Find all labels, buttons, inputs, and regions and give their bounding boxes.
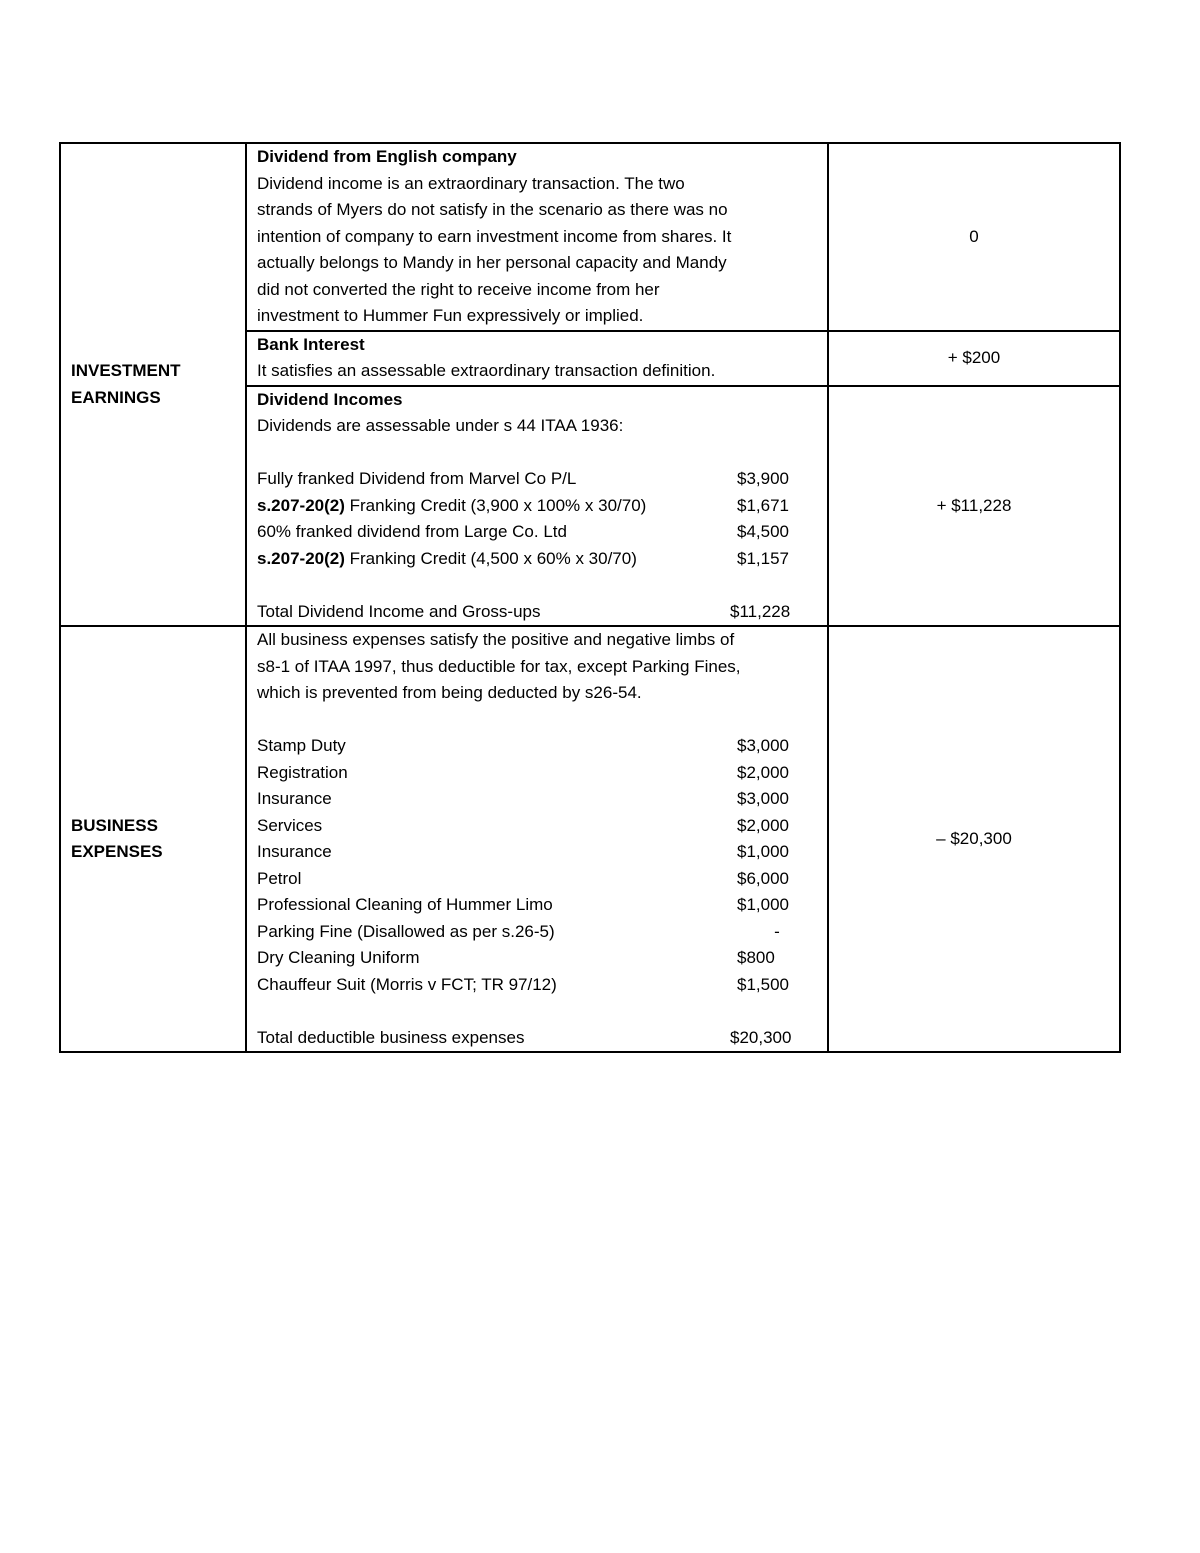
expense-item [257, 760, 817, 787]
dividend-incomes-heading: Dividend Incomes [257, 389, 403, 409]
description-line: Dividend income is an extraordinary transaction. The two [257, 173, 685, 193]
bank-interest-amount: + $200 [828, 331, 1120, 386]
expense-label: Registration [257, 762, 348, 782]
description-line: intention of company to earn investment income from shares. It [257, 226, 732, 246]
description-line: strands of Myers do not satisfy in the scenario as there was no [257, 200, 728, 219]
english-dividend-description [246, 143, 828, 331]
category-line: EXPENSES [71, 842, 163, 861]
expense-value: $3,000 [737, 789, 789, 808]
business-expenses-category [60, 626, 246, 1052]
description-line: which is prevented from being deducted by s26-54. [257, 683, 642, 702]
dividend-item [257, 546, 817, 573]
description-line: actually belongs to Mandy in her personal capacity and Mandy [257, 253, 727, 272]
item-text: Franking Credit (4,500 x 60% x 30/70) [344, 548, 637, 568]
bank-interest-heading: Bank Interest [257, 334, 365, 354]
spacer [257, 998, 817, 1025]
dividend-item-value: $4,500 [737, 522, 789, 541]
description-line: did not converted the right to receive income from her [257, 279, 660, 299]
expense-item [257, 839, 817, 866]
section-reference: s.207-20(2) [257, 495, 345, 515]
dividend-item-label [257, 519, 567, 546]
expense-value: $1,000 [737, 842, 789, 861]
dividend-item [257, 493, 817, 520]
tax-computation-table [59, 142, 1121, 1053]
section-reference: s.207-20(2) [257, 548, 345, 568]
item-text: Fully franked Dividend from Marvel Co P/L [257, 469, 577, 488]
description-line: It satisfies an assessable extraordinary transaction definition. [257, 361, 716, 380]
english-dividend-heading: Dividend from English company [257, 147, 517, 166]
english-dividend-row [60, 143, 1120, 331]
expense-value: - [774, 921, 780, 941]
expense-label: Dry Cleaning Uniform [257, 948, 420, 967]
spacer [257, 707, 817, 734]
expense-label: Parking Fine (Disallowed as per s.26-5) [257, 921, 555, 941]
expense-value: $6,000 [737, 868, 789, 888]
expense-label: Chauffeur Suit (Morris v FCT; TR 97/12) [257, 974, 557, 994]
category-line: BUSINESS [71, 815, 158, 835]
spacer [257, 440, 817, 467]
expense-total-value: $20,300 [730, 1027, 792, 1047]
dividend-total [257, 599, 817, 626]
expense-label: Petrol [257, 868, 302, 888]
expense-label: Services [257, 815, 323, 835]
expense-item [257, 733, 817, 760]
dividend-item-label [257, 466, 576, 493]
expense-total [257, 1025, 817, 1052]
dividend-item [257, 519, 817, 546]
dividend-item-value: $1,157 [737, 548, 789, 568]
item-text: Franking Credit (3,900 x 100% x 30/70) [344, 495, 647, 515]
dividend-item-value: $3,900 [737, 469, 789, 488]
expense-label: Professional Cleaning of Hummer Limo [257, 895, 553, 914]
expense-value: $1,500 [737, 974, 789, 994]
expense-total-label: Total deductible business expenses [257, 1027, 525, 1047]
dividend-incomes-description [246, 386, 828, 627]
expense-item [257, 866, 817, 893]
business-expenses-amount: – $20,300 [828, 626, 1120, 1052]
dividend-item-label [257, 546, 637, 573]
description-line: All business expenses satisfy the positive and negative limbs of [257, 630, 735, 649]
investment-earnings-category [60, 143, 246, 626]
expense-label: Stamp Duty [257, 736, 346, 755]
business-expenses-description [246, 626, 828, 1052]
expense-label: Insurance [257, 842, 332, 861]
dividend-item [257, 466, 817, 493]
expense-value: $2,000 [737, 815, 789, 835]
expense-item [257, 892, 817, 919]
spacer [257, 572, 817, 599]
expense-item [257, 813, 817, 840]
business-expenses-row [60, 626, 1120, 1052]
expense-value: $800 [737, 948, 775, 967]
dividend-incomes-amount: + $11,228 [828, 386, 1120, 627]
category-line: INVESTMENT [71, 361, 181, 380]
expense-value: $2,000 [737, 762, 789, 782]
dividend-total-label: Total Dividend Income and Gross-ups [257, 601, 541, 621]
item-text: 60% franked dividend from Large Co. Ltd [257, 522, 567, 541]
expense-value: $3,000 [737, 736, 789, 755]
description-line: s8-1 of ITAA 1997, thus deductible for tax, except Parking Fines, [257, 656, 741, 676]
dividend-incomes-intro: Dividends are assessable under s 44 ITAA 1936: [257, 416, 624, 435]
expense-label: Insurance [257, 789, 332, 808]
dividend-item-label [257, 493, 646, 520]
dividend-total-value: $11,228 [730, 601, 791, 621]
expense-value: $1,000 [737, 895, 789, 914]
category-line: EARNINGS [71, 387, 161, 407]
dividend-item-value: $1,671 [737, 495, 789, 515]
expense-item [257, 919, 817, 946]
expense-item [257, 786, 817, 813]
expense-item [257, 972, 817, 999]
description-line: investment to Hummer Fun expressively or implied. [257, 306, 644, 325]
english-dividend-amount: 0 [828, 143, 1120, 331]
bank-interest-description [246, 331, 828, 386]
expense-item [257, 945, 817, 972]
